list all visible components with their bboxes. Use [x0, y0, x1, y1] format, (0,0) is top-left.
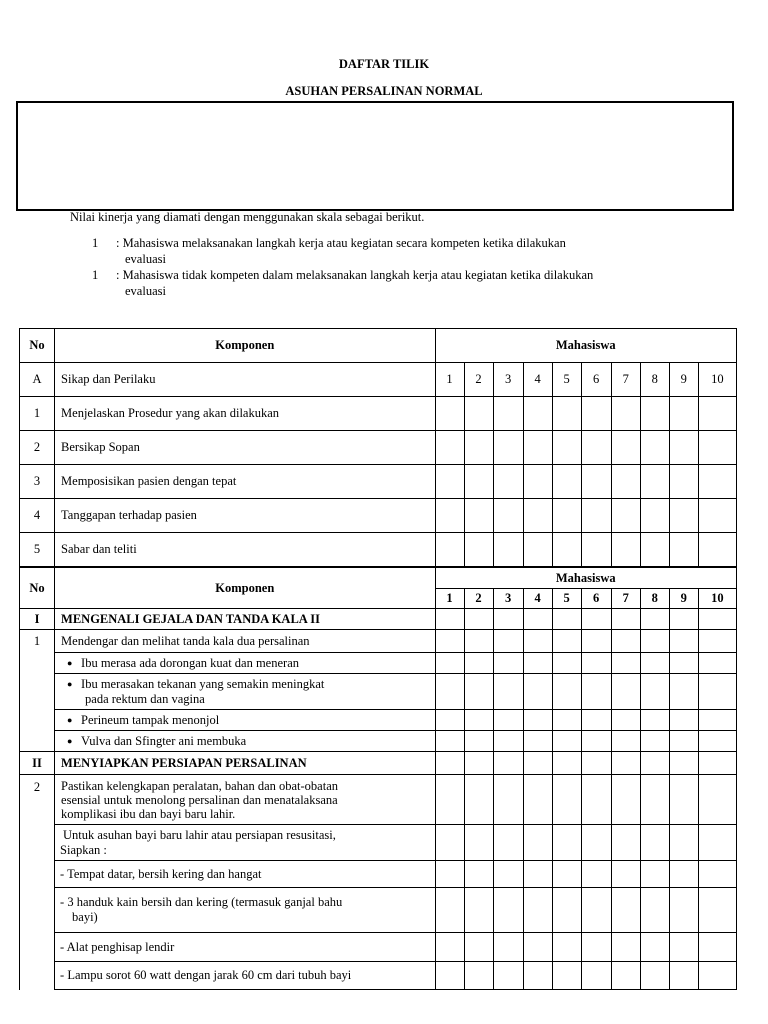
row-no: 5 — [20, 533, 55, 567]
score-cell[interactable] — [523, 465, 552, 499]
score-cell[interactable] — [493, 653, 523, 674]
table-row — [20, 888, 737, 933]
score-cell[interactable] — [552, 933, 581, 962]
intro-text: Nilai kinerja yang diamati dengan menggunakan skala sebagai berikut. — [70, 210, 425, 224]
student-number: 4 — [523, 589, 552, 609]
score-cell[interactable] — [581, 499, 611, 533]
score-cell[interactable] — [493, 431, 523, 465]
score-cell[interactable] — [669, 933, 698, 962]
score-cell[interactable] — [552, 825, 581, 861]
score-cell[interactable] — [464, 752, 493, 775]
section-label: Sikap dan Perilaku — [55, 363, 435, 397]
score-cell[interactable] — [493, 888, 523, 933]
score-cell[interactable] — [581, 962, 611, 990]
score-cell[interactable] — [552, 609, 581, 630]
score-cell[interactable] — [493, 710, 523, 731]
score-cell[interactable] — [464, 465, 493, 499]
score-cell[interactable] — [698, 861, 736, 888]
score-cell[interactable] — [552, 888, 581, 933]
score-cell[interactable] — [698, 752, 736, 775]
score-cell[interactable] — [640, 731, 669, 752]
table-row — [20, 731, 737, 752]
table-row — [20, 465, 737, 499]
score-cell[interactable] — [581, 533, 611, 567]
score-cell[interactable] — [435, 962, 464, 990]
score-cell[interactable] — [698, 653, 736, 674]
score-cell[interactable] — [552, 775, 581, 825]
table-row — [20, 533, 737, 567]
score-cell[interactable] — [435, 397, 464, 431]
header-no: No — [20, 329, 55, 363]
score-cell[interactable] — [669, 888, 698, 933]
score-cell[interactable] — [640, 630, 669, 653]
bullet-item: ● Perineum tampak menonjol — [55, 710, 435, 731]
score-cell[interactable] — [640, 775, 669, 825]
score-cell[interactable] — [435, 674, 464, 710]
score-cell[interactable] — [464, 674, 493, 710]
score-cell[interactable] — [698, 465, 736, 499]
student-number: 6 — [581, 363, 611, 397]
score-cell[interactable] — [581, 653, 611, 674]
score-cell[interactable] — [523, 397, 552, 431]
score-cell[interactable] — [640, 499, 669, 533]
score-cell[interactable] — [698, 397, 736, 431]
student-number: 7 — [611, 363, 640, 397]
score-cell[interactable] — [611, 397, 640, 431]
baby-prep-label: Untuk asuhan bayi baru lahir atau persiapan resusitasi, Siapkan : — [55, 825, 435, 861]
student-number: 7 — [611, 589, 640, 609]
dash-item: - 3 handuk kain bersih dan kering (termasuk ganjal bahu bayi) — [55, 888, 435, 933]
procedure-checklist-table — [19, 567, 737, 990]
score-cell[interactable] — [493, 397, 523, 431]
table-row — [20, 431, 737, 465]
score-cell[interactable] — [669, 825, 698, 861]
student-number: 5 — [552, 589, 581, 609]
score-cell[interactable] — [581, 825, 611, 861]
score-cell[interactable] — [640, 465, 669, 499]
score-cell[interactable] — [435, 933, 464, 962]
score-cell[interactable] — [435, 825, 464, 861]
score-cell[interactable] — [581, 933, 611, 962]
row-label: Memposisikan pasien dengan tepat — [55, 465, 435, 499]
score-cell[interactable] — [493, 609, 523, 630]
score-cell[interactable] — [611, 674, 640, 710]
score-cell[interactable] — [698, 933, 736, 962]
section-label: MENYIAPKAN PERSIAPAN PERSALINAN — [55, 752, 435, 775]
score-cell[interactable] — [581, 465, 611, 499]
score-cell[interactable] — [464, 962, 493, 990]
student-number: 6 — [581, 589, 611, 609]
score-cell[interactable] — [464, 499, 493, 533]
score-cell[interactable] — [464, 397, 493, 431]
score-cell[interactable] — [552, 674, 581, 710]
row-no: 2 — [20, 775, 55, 825]
table-row — [20, 397, 737, 431]
scale-2-number: 1 — [92, 268, 99, 282]
score-cell[interactable] — [435, 533, 464, 567]
score-cell[interactable] — [611, 630, 640, 653]
table-row — [20, 630, 737, 653]
score-cell[interactable] — [435, 752, 464, 775]
score-cell[interactable] — [611, 499, 640, 533]
score-cell[interactable] — [464, 533, 493, 567]
table-row — [20, 775, 737, 825]
score-cell[interactable] — [493, 752, 523, 775]
table-row — [20, 710, 737, 731]
score-cell[interactable] — [552, 861, 581, 888]
score-cell[interactable] — [669, 962, 698, 990]
score-cell[interactable] — [523, 674, 552, 710]
score-cell[interactable] — [640, 674, 669, 710]
score-cell[interactable] — [552, 962, 581, 990]
score-cell[interactable] — [464, 775, 493, 825]
score-cell[interactable] — [464, 731, 493, 752]
score-cell[interactable] — [669, 431, 698, 465]
score-cell[interactable] — [581, 630, 611, 653]
student-number: 9 — [669, 363, 698, 397]
student-number: 8 — [640, 363, 669, 397]
score-cell[interactable] — [698, 962, 736, 990]
score-cell[interactable] — [435, 499, 464, 533]
header-no: No — [20, 568, 55, 609]
section-no: A — [20, 363, 55, 397]
section-no: I — [20, 609, 55, 630]
score-cell[interactable] — [464, 630, 493, 653]
score-cell[interactable] — [640, 752, 669, 775]
score-cell[interactable] — [698, 674, 736, 710]
score-cell[interactable] — [523, 499, 552, 533]
bullet-item: ● Ibu merasakan tekanan yang semakin meningkat pada rektum dan vagina — [55, 674, 435, 710]
dash-item: - Tempat datar, bersih kering dan hangat — [55, 861, 435, 888]
attitude-checklist-table — [19, 328, 737, 567]
score-cell[interactable] — [523, 710, 552, 731]
student-number: 1 — [435, 363, 464, 397]
score-cell[interactable] — [435, 431, 464, 465]
student-number: 1 — [435, 589, 464, 609]
score-cell[interactable] — [698, 825, 736, 861]
score-cell[interactable] — [611, 888, 640, 933]
student-number: 8 — [640, 589, 669, 609]
score-cell[interactable] — [640, 962, 669, 990]
score-cell[interactable] — [611, 609, 640, 630]
score-cell[interactable] — [464, 653, 493, 674]
table-row — [20, 933, 737, 962]
document-subtitle: ASUHAN PERSALINAN NORMAL — [285, 84, 483, 98]
score-cell[interactable] — [523, 962, 552, 990]
bullet-icon: ● — [67, 678, 73, 689]
score-cell[interactable] — [493, 933, 523, 962]
score-cell[interactable] — [611, 431, 640, 465]
header-mahasiswa: Mahasiswa — [435, 329, 737, 363]
row-no: 2 — [20, 431, 55, 465]
dash-item: - Alat penghisap lendir — [55, 933, 435, 962]
score-cell[interactable] — [581, 674, 611, 710]
score-cell[interactable] — [552, 465, 581, 499]
score-cell[interactable] — [493, 674, 523, 710]
header-komponen: Komponen — [55, 329, 435, 363]
score-cell[interactable] — [698, 499, 736, 533]
score-cell[interactable] — [669, 752, 698, 775]
table-row — [20, 752, 737, 775]
score-cell[interactable] — [581, 710, 611, 731]
score-cell[interactable] — [435, 888, 464, 933]
score-cell[interactable] — [669, 499, 698, 533]
score-cell[interactable] — [611, 861, 640, 888]
score-cell[interactable] — [493, 731, 523, 752]
score-cell[interactable] — [464, 933, 493, 962]
scale-1-description: : Mahasiswa melaksanakan langkah kerja atau kegiatan secara kompeten ketika dilakukan evaluasi — [116, 236, 566, 266]
score-cell[interactable] — [611, 533, 640, 567]
score-cell[interactable] — [493, 861, 523, 888]
score-cell[interactable] — [464, 825, 493, 861]
score-cell[interactable] — [523, 933, 552, 962]
scale-2-description: : Mahasiswa tidak kompeten dalam melaksanakan langkah kerja atau kegiatan ketika dilakukan evaluasi — [116, 268, 594, 298]
bullet-item: ● Ibu merasa ada dorongan kuat dan meneran — [55, 653, 435, 674]
bullet-icon: ● — [67, 657, 73, 668]
score-cell[interactable] — [611, 465, 640, 499]
score-cell[interactable] — [581, 888, 611, 933]
row-label: Bersikap Sopan — [55, 431, 435, 465]
row-label: Tanggapan terhadap pasien — [55, 499, 435, 533]
score-cell[interactable] — [669, 775, 698, 825]
score-cell[interactable] — [435, 653, 464, 674]
score-cell[interactable] — [669, 533, 698, 567]
score-cell[interactable] — [435, 465, 464, 499]
score-cell[interactable] — [611, 731, 640, 752]
score-cell[interactable] — [698, 630, 736, 653]
row-no: 1 — [20, 630, 55, 653]
score-cell[interactable] — [669, 731, 698, 752]
score-cell[interactable] — [581, 861, 611, 888]
score-cell[interactable] — [523, 752, 552, 775]
student-number: 10 — [698, 363, 736, 397]
score-cell[interactable] — [493, 825, 523, 861]
score-cell[interactable] — [698, 609, 736, 630]
score-cell[interactable] — [640, 888, 669, 933]
score-cell[interactable] — [552, 653, 581, 674]
score-cell[interactable] — [611, 962, 640, 990]
table-row — [20, 962, 737, 990]
score-cell[interactable] — [581, 752, 611, 775]
score-cell[interactable] — [523, 825, 552, 861]
score-cell[interactable] — [552, 533, 581, 567]
score-cell[interactable] — [640, 609, 669, 630]
score-cell[interactable] — [581, 431, 611, 465]
student-number: 2 — [464, 589, 493, 609]
score-cell[interactable] — [581, 609, 611, 630]
score-cell[interactable] — [669, 861, 698, 888]
row-no: 3 — [20, 465, 55, 499]
student-number: 9 — [669, 589, 698, 609]
score-cell[interactable] — [493, 630, 523, 653]
student-number: 4 — [523, 363, 552, 397]
score-cell[interactable] — [493, 533, 523, 567]
score-cell[interactable] — [611, 933, 640, 962]
row-no: 1 — [20, 397, 55, 431]
score-cell[interactable] — [669, 674, 698, 710]
score-cell[interactable] — [611, 825, 640, 861]
score-cell[interactable] — [523, 630, 552, 653]
score-cell[interactable] — [552, 630, 581, 653]
row-label: Mendengar dan melihat tanda kala dua persalinan — [55, 630, 435, 653]
score-cell[interactable] — [435, 710, 464, 731]
table-row — [20, 674, 737, 710]
row-label: Sabar dan teliti — [55, 533, 435, 567]
score-cell[interactable] — [435, 609, 464, 630]
score-cell[interactable] — [669, 609, 698, 630]
score-cell[interactable] — [435, 731, 464, 752]
score-cell[interactable] — [493, 775, 523, 825]
section-label: MENGENALI GEJALA DAN TANDA KALA II — [55, 609, 435, 630]
table-row — [20, 499, 737, 533]
score-cell[interactable] — [435, 861, 464, 888]
score-cell[interactable] — [523, 775, 552, 825]
score-cell[interactable] — [523, 431, 552, 465]
score-cell[interactable] — [435, 630, 464, 653]
student-number: 3 — [493, 363, 523, 397]
score-cell[interactable] — [640, 710, 669, 731]
score-cell[interactable] — [640, 431, 669, 465]
row-label: Menjelaskan Prosedur yang akan dilakukan — [55, 397, 435, 431]
score-cell[interactable] — [669, 397, 698, 431]
score-cell[interactable] — [552, 499, 581, 533]
table-row — [20, 363, 737, 397]
table-row — [20, 825, 737, 861]
score-cell[interactable] — [523, 888, 552, 933]
score-cell[interactable] — [640, 397, 669, 431]
score-cell[interactable] — [581, 775, 611, 825]
dash-item: - Lampu sorot 60 watt dengan jarak 60 cm dari tubuh bayi — [55, 962, 435, 990]
score-cell[interactable] — [464, 861, 493, 888]
score-cell[interactable] — [581, 397, 611, 431]
score-cell[interactable] — [698, 431, 736, 465]
score-cell[interactable] — [640, 933, 669, 962]
score-cell[interactable] — [669, 465, 698, 499]
blank-box — [16, 101, 734, 211]
score-cell[interactable] — [640, 825, 669, 861]
document-title: DAFTAR TILIK — [338, 57, 430, 71]
header-komponen: Komponen — [55, 568, 435, 609]
row-label: Pastikan kelengkapan peralatan, bahan dan obat-obatan esensial untuk menolong persalinan dan menatalaksana komplikasi ibu dan bayi baru lahir. — [55, 775, 435, 825]
score-cell[interactable] — [464, 710, 493, 731]
score-cell[interactable] — [698, 710, 736, 731]
score-cell[interactable] — [523, 653, 552, 674]
score-cell[interactable] — [523, 861, 552, 888]
score-cell[interactable] — [698, 731, 736, 752]
score-cell[interactable] — [552, 752, 581, 775]
score-cell[interactable] — [669, 710, 698, 731]
score-cell[interactable] — [493, 962, 523, 990]
score-cell[interactable] — [464, 431, 493, 465]
score-cell[interactable] — [464, 888, 493, 933]
student-number: 10 — [698, 589, 736, 609]
student-number: 3 — [493, 589, 523, 609]
score-cell[interactable] — [552, 397, 581, 431]
score-cell[interactable] — [523, 609, 552, 630]
table-row — [20, 609, 737, 630]
score-cell[interactable] — [698, 888, 736, 933]
student-number: 2 — [464, 363, 493, 397]
table-row — [20, 653, 737, 674]
score-cell[interactable] — [552, 731, 581, 752]
score-cell[interactable] — [640, 653, 669, 674]
score-cell[interactable] — [640, 533, 669, 567]
score-cell[interactable] — [698, 533, 736, 567]
header-mahasiswa: Mahasiswa — [435, 568, 737, 589]
table-row — [20, 861, 737, 888]
score-cell[interactable] — [435, 775, 464, 825]
score-cell[interactable] — [552, 431, 581, 465]
section-no: II — [20, 752, 55, 775]
score-cell[interactable] — [493, 499, 523, 533]
score-cell[interactable] — [669, 630, 698, 653]
score-cell[interactable] — [523, 533, 552, 567]
score-cell[interactable] — [640, 861, 669, 888]
score-cell[interactable] — [669, 653, 698, 674]
score-cell[interactable] — [523, 731, 552, 752]
score-cell[interactable] — [581, 731, 611, 752]
student-number: 5 — [552, 363, 581, 397]
bullet-item: ● Vulva dan Sfingter ani membuka — [55, 731, 435, 752]
score-cell[interactable] — [464, 609, 493, 630]
score-cell[interactable] — [698, 775, 736, 825]
scale-1-number: 1 — [92, 236, 99, 250]
score-cell[interactable] — [611, 752, 640, 775]
score-cell[interactable] — [493, 465, 523, 499]
score-cell[interactable] — [552, 710, 581, 731]
score-cell[interactable] — [611, 653, 640, 674]
score-cell[interactable] — [611, 775, 640, 825]
bullet-icon: ● — [67, 735, 73, 746]
row-no: 4 — [20, 499, 55, 533]
bullet-icon: ● — [67, 714, 73, 725]
score-cell[interactable] — [611, 710, 640, 731]
